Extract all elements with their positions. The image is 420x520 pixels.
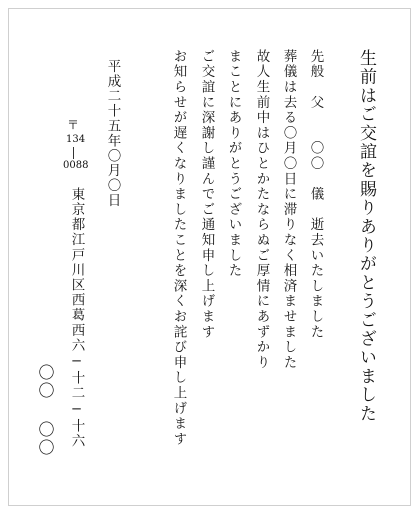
sender-family-name: 〇〇 (36, 364, 55, 400)
postal-code-first: 134 (66, 134, 86, 145)
postal-divider (73, 147, 74, 159)
body-line-6: お知らせが遅くなりましたことを深くお詫び申し上げます (170, 49, 187, 447)
body-line-3: 故人生前中はひとかたならぬご厚情にあずかり (253, 49, 270, 371)
body-line-5: ご交誼に深謝し謹んでご通知申し上げます (198, 49, 215, 340)
postal-mark: 〒 (67, 118, 80, 132)
postal-code-second: 0088 (63, 160, 89, 171)
letter-card (8, 8, 411, 506)
letter-title: 生前はご交誼を賜りありがとうございました (356, 49, 376, 423)
body-line-2: 葬儀は去る〇月〇日に滞りなく相済ませました (280, 49, 297, 371)
sender-address: 東京都江戸川区西葛西六−十二−十六 (68, 187, 85, 449)
date-line: 平成二十五年〇月〇日 (104, 59, 121, 208)
body-line-1: 先般 父 〇〇 儀 逝去いたしました (307, 49, 324, 340)
sender-given-name: 〇〇 (36, 421, 55, 457)
body-line-4: まことにありがとうございました (225, 49, 242, 279)
